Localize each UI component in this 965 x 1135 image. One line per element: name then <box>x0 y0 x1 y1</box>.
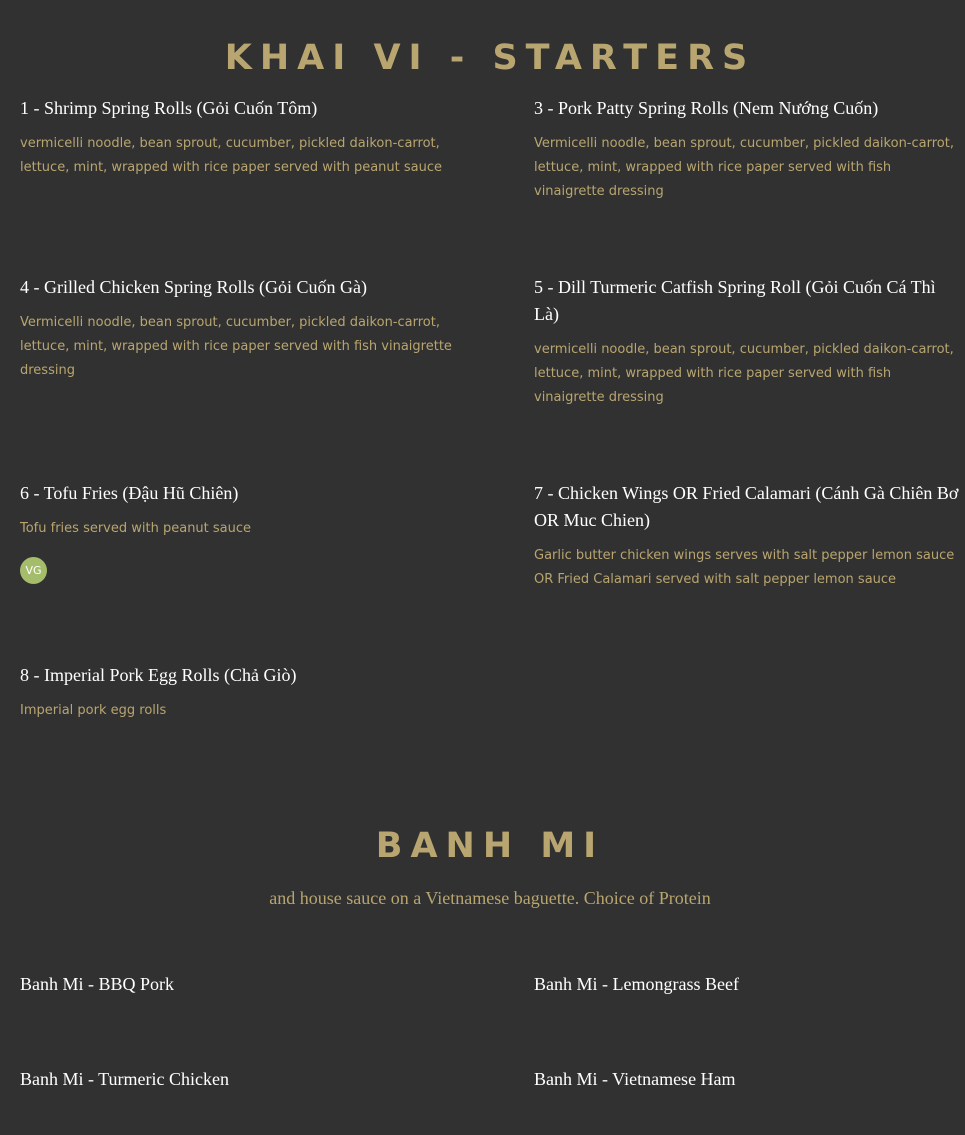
menu-item-description: Vermicelli noodle, bean sprout, cucumber, pickled daikon-carrot, lettuce, mint, wrapped with rice paper served with fish vinaigrette dressing <box>534 136 954 199</box>
menu-item-banh-mi-vietnamese-ham[interactable] <box>534 1066 965 1093</box>
menu-item-description: vermicelli noodle, bean sprout, cucumber, pickled daikon-carrot, lettuce, mint, wrapped with rice paper served with peanut sauce <box>20 136 443 175</box>
menu-item-chicken-wings-or-fried-calamari[interactable] <box>534 480 965 592</box>
menu-item-tofu-fries[interactable] <box>20 480 460 584</box>
menu-item-name: 5 - Dill Turmeric Catfish Spring Roll (Gỏi Cuốn Cá Thì Là) <box>534 277 936 324</box>
menu-item-pork-patty-spring-rolls[interactable] <box>534 95 965 204</box>
banh-mi-section-subtitle: and house sauce on a Vietnamese baguette. Choice of Protein <box>269 888 711 908</box>
menu-item-description: Imperial pork egg rolls <box>20 703 167 718</box>
menu-item-description: Garlic butter chicken wings serves with salt pepper lemon sauce OR Fried Calamari served with salt pepper lemon sauce <box>534 548 955 587</box>
menu-item-name: Banh Mi - Turmeric Chicken <box>20 1069 229 1089</box>
menu-item-name: 4 - Grilled Chicken Spring Rolls (Gỏi Cuốn Gà) <box>20 277 367 297</box>
menu-item-name: 6 - Tofu Fries (Đậu Hũ Chiên) <box>20 483 239 503</box>
menu-item-description: Vermicelli noodle, bean sprout, cucumber, pickled daikon-carrot, lettuce, mint, wrapped with rice paper served with fish vinaigrette dressing <box>20 315 452 378</box>
banh-mi-section-title: BANH MI <box>375 826 605 866</box>
starters-section-title: KHAI VI - STARTERS <box>224 38 756 78</box>
menu-item-dill-turmeric-catfish-spring-roll[interactable] <box>534 274 965 410</box>
menu-item-name: 8 - Imperial Pork Egg Rolls (Chả Giò) <box>20 665 297 685</box>
menu-item-name: Banh Mi - BBQ Pork <box>20 974 175 994</box>
menu-item-imperial-pork-egg-rolls[interactable] <box>20 662 460 723</box>
vegan-badge: VG <box>20 557 47 584</box>
menu-item-shrimp-spring-rolls[interactable] <box>20 95 460 180</box>
menu-item-name: 3 - Pork Patty Spring Rolls (Nem Nướng Cuốn) <box>534 98 879 118</box>
menu-item-description: vermicelli noodle, bean sprout, cucumber, pickled daikon-carrot, lettuce, mint, wrapped with rice paper served with fish vinaigrette dressing <box>534 342 954 405</box>
menu-item-banh-mi-bbq-pork[interactable] <box>20 971 460 998</box>
menu-item-name: Banh Mi - Vietnamese Ham <box>534 1069 736 1089</box>
menu-item-name: Banh Mi - Lemongrass Beef <box>534 974 739 994</box>
menu-item-banh-mi-turmeric-chicken[interactable] <box>20 1066 460 1093</box>
menu-item-description: Tofu fries served with peanut sauce <box>20 521 252 536</box>
menu-item-banh-mi-lemongrass-beef[interactable] <box>534 971 965 998</box>
menu-item-grilled-chicken-spring-rolls[interactable] <box>20 274 460 383</box>
menu-item-name: 1 - Shrimp Spring Rolls (Gỏi Cuốn Tôm) <box>20 98 318 118</box>
menu-item-name: 7 - Chicken Wings OR Fried Calamari (Cánh Gà Chiên Bơ OR Muc Chien) <box>534 483 959 530</box>
